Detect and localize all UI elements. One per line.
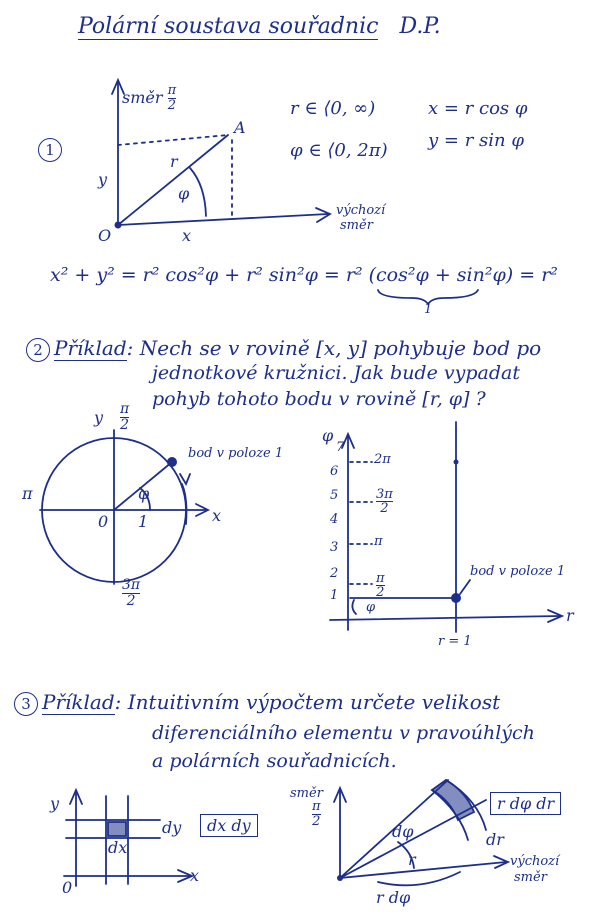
s3-line3: a polárních souřadnicích. bbox=[152, 750, 397, 772]
s1-axis-up-label: směr $\frac{\pi}{2}$ bbox=[122, 83, 177, 113]
s3-polar-axis-label: směr bbox=[290, 786, 323, 801]
s3-polar-origin bbox=[337, 875, 343, 881]
section1-number: 1 bbox=[38, 138, 66, 162]
s1-phi-range: φ ∈ ⟨0, 2π) bbox=[290, 140, 388, 161]
s2-graph-tick-7: 7 bbox=[336, 440, 345, 455]
title-initials: D.P. bbox=[399, 14, 441, 39]
s3-polar-r: r bbox=[408, 850, 416, 869]
s3-polar-dr: dr bbox=[486, 830, 504, 849]
s1-y-label: y bbox=[98, 170, 108, 189]
s3-cart-dx: dx bbox=[108, 838, 128, 857]
s1-y-formula: y = r sin φ bbox=[428, 130, 524, 151]
s2-graph-pi2: π 2 bbox=[376, 571, 385, 600]
s1-identity: x² + y² = r² cos²φ + r² sin²φ = r² (cos²φ + sin²φ) = r² bbox=[50, 264, 558, 286]
s2-circle-top-frac: π 2 bbox=[120, 401, 130, 433]
s3-cart-dy: dy bbox=[162, 818, 182, 837]
s2-graph-two-pi: 2π bbox=[374, 452, 391, 467]
s2-circle-y-label: y bbox=[94, 408, 104, 427]
s3-polar-right-2: směr bbox=[514, 870, 547, 885]
s2-graph-pi: π bbox=[374, 534, 383, 549]
s3-cart-box: dx dy bbox=[200, 814, 258, 837]
s2-line2: jednotkové kružnici. Jak bude vypadat bbox=[152, 362, 520, 384]
s2-graph-r-eq: r = 1 bbox=[438, 634, 472, 649]
s1-point-label: A bbox=[234, 118, 246, 137]
s1-identity-under: 1 bbox=[424, 302, 433, 317]
s3-polar-dphi: dφ bbox=[392, 822, 414, 841]
s2-line3: pohyb tohoto bodu v rovině [r, φ] ? bbox=[152, 388, 486, 410]
s2-circle-x-label: x bbox=[212, 506, 222, 525]
s1-x-label: x bbox=[182, 226, 192, 245]
s3-cart-origin: 0 bbox=[62, 878, 73, 897]
s3-line2: diferenciálního elementu v pravoúhlých bbox=[152, 722, 535, 744]
s1-right-label-2: směr bbox=[340, 218, 373, 233]
s2-graph-3pi2: 3π 2 bbox=[376, 487, 393, 516]
s1-right-label-1: výchozí bbox=[336, 203, 386, 218]
s2-graph-point-label: bod v poloze 1 bbox=[470, 564, 566, 579]
s2-circle-left-label: π bbox=[22, 484, 33, 503]
s1-origin-label: O bbox=[98, 226, 112, 245]
section2-heading: 2 Příklad: Nech se v rovině [x, y] pohybuje bod po bbox=[26, 336, 541, 362]
title-text: Polární soustava souřadnic bbox=[78, 14, 379, 39]
s3-cart-x-label: x bbox=[190, 866, 200, 885]
s2-graph-tick-1: 1 bbox=[330, 588, 339, 603]
s1-r-label: r bbox=[170, 152, 178, 171]
s2-graph-tick-2: 2 bbox=[330, 566, 339, 581]
s3-polar-rdphi: r dφ bbox=[376, 888, 411, 907]
s2-circle-origin: 0 bbox=[98, 512, 109, 531]
s3-cart-element bbox=[108, 822, 126, 836]
s3-polar-box: r dφ dr bbox=[490, 792, 561, 815]
s1-phi-label: φ bbox=[178, 184, 190, 203]
s2-graph-r-axis-label: r bbox=[566, 606, 574, 625]
s3-cart-y-label: y bbox=[50, 794, 60, 813]
s2-graph-phi-brace: φ bbox=[366, 600, 376, 615]
s2-graph-phi-axis-label: φ bbox=[322, 426, 334, 445]
s2-graph-tick-6: 6 bbox=[330, 464, 339, 479]
s2-graph-tick-3: 3 bbox=[330, 540, 339, 555]
section3-heading: 3 Příklad: Intuitivním výpočtem určete velikost bbox=[14, 690, 500, 716]
s2-circle-one: 1 bbox=[138, 512, 149, 531]
s2-circle-bottom-frac: 3π 2 bbox=[122, 577, 141, 609]
s3-polar-axis-frac: π 2 bbox=[312, 799, 321, 829]
s2-circle-phi: φ bbox=[138, 484, 150, 503]
s3-polar-right-1: výchozí bbox=[510, 854, 560, 869]
s1-r-range: r ∈ ⟨0, ∞) bbox=[290, 98, 376, 119]
s2-graph-tick-4: 4 bbox=[330, 512, 339, 527]
s3-polar-element bbox=[432, 780, 474, 820]
s2-circle-point-label: bod v poloze 1 bbox=[188, 446, 284, 461]
s2-graph-tick-5: 5 bbox=[330, 488, 339, 503]
s1-x-formula: x = r cos φ bbox=[428, 98, 528, 119]
